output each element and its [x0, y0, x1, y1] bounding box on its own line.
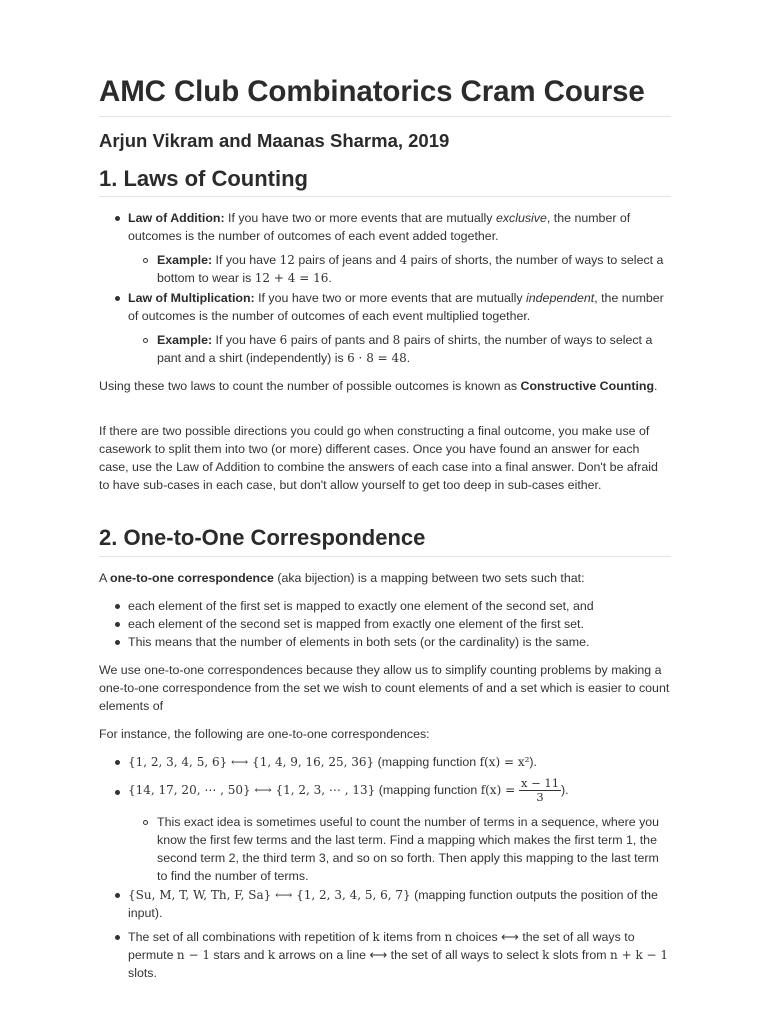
- math: {1, 2, 3, 4, 5, 6} ⟷ {1, 4, 9, 16, 25, 36}: [128, 755, 375, 769]
- casework-paragraph: If there are two possible directions you could go when constructing a final outcome, you make use of casework to split them into two (or more) different cases. Once you have found an answer for each case, use the Law of Addition to combine the answers of each case into a final answer. Don't be afraid to have sub-cases in each case, but don't allow yourself to get too deep in sub-cases either.: [99, 424, 658, 492]
- math: k: [267, 948, 276, 962]
- text: stars and: [209, 948, 268, 962]
- text: A: [99, 571, 111, 585]
- title-divider: [99, 116, 671, 117]
- math: k: [542, 948, 550, 962]
- math: n + k − 1: [610, 948, 669, 962]
- bullet-marker: [115, 640, 120, 645]
- bijection-intro: [99, 569, 671, 587]
- list-item: each element of the first set is mapped to exactly one element of the second set, and: [128, 599, 594, 613]
- math: 6 · 8 = 48: [347, 351, 407, 365]
- list-item: This means that the number of elements in both sets (or the cardinality) is the same.: [128, 635, 590, 649]
- correspondence-arithmetic-sequence: [128, 776, 671, 804]
- term-bold: Constructive Counting: [520, 379, 655, 393]
- text: .: [654, 379, 658, 393]
- text: If you have: [212, 333, 280, 347]
- text: pairs of pants and: [287, 333, 393, 347]
- text: ).: [529, 755, 537, 769]
- math: 12: [279, 253, 295, 267]
- text: pairs of shirts, the number of ways to select a pant and a shirt (independently) is: [157, 333, 653, 365]
- fraction-denominator: 3: [536, 790, 544, 805]
- text: items from: [379, 930, 445, 944]
- bullet-marker: [115, 760, 120, 765]
- math: n: [444, 930, 453, 944]
- law-of-multiplication-item: [128, 289, 671, 325]
- math: 12 + 4 = 16: [254, 271, 329, 285]
- text: (aka bijection) is a mapping between two sets such that:: [273, 571, 585, 585]
- text: pairs of jeans and: [294, 253, 400, 267]
- math: n − 1: [176, 948, 210, 962]
- text: slots from: [549, 948, 611, 962]
- bullet-marker: [115, 935, 120, 940]
- text: (mapping function: [375, 783, 481, 797]
- sub-bullet-marker: [143, 338, 148, 343]
- bullet-marker: [115, 216, 120, 221]
- bullet-marker: [115, 790, 120, 795]
- sequence-tip: This exact idea is sometimes useful to count the number of terms in a sequence, where you know the first few terms and the last term. Find a mapping which makes the first term 1, the second term 2, the third term 3, and so on so forth. Then apply this mapping to the last term to find the number of terms.: [157, 815, 660, 883]
- text: (mapping function: [374, 755, 480, 769]
- section-1-divider: [99, 196, 671, 197]
- example-label: Example:: [157, 333, 213, 347]
- multiplication-example-item: [157, 331, 671, 367]
- law-of-addition-item: [128, 209, 671, 245]
- text: , the number of outcomes is the number of outcomes of each event added together.: [128, 211, 631, 243]
- math: f(x) =: [480, 783, 519, 797]
- addition-example-item: [157, 251, 671, 287]
- text: .: [406, 351, 411, 365]
- math: f(x) = x²: [479, 755, 530, 769]
- term-bold: one-to-one correspondence: [110, 571, 274, 585]
- text: ).: [561, 783, 569, 797]
- text: , the number of outcomes is the number of outcomes of each event multiplied together.: [128, 291, 664, 323]
- correspondence-stars-and-bars: [128, 928, 671, 982]
- bullet-marker: [115, 893, 120, 898]
- math: {14, 17, 20, ⋯ , 50} ⟷ {1, 2, 3, ⋯ , 13}: [128, 783, 376, 797]
- section-2-heading: 2. One-to-One Correspondence: [99, 525, 426, 550]
- section-2-divider: [99, 556, 671, 557]
- bullet-marker: [115, 622, 120, 627]
- text: If you have: [212, 253, 280, 267]
- text: pairs of shorts, the number of ways to select a bottom to wear is: [157, 253, 664, 285]
- text: (mapping function outputs the position of the input).: [128, 888, 658, 920]
- text: If you have two or more events that are mutually: [254, 291, 527, 305]
- emphasis: independent: [526, 291, 595, 305]
- law-of-multiplication-label: Law of Multiplication:: [128, 291, 255, 305]
- math: 4: [399, 253, 408, 267]
- section-1-heading: 1. Laws of Counting: [99, 166, 308, 191]
- fraction: [519, 777, 561, 804]
- bullet-marker: [115, 604, 120, 609]
- text: choices ⟷ the set of all ways to permute: [128, 930, 635, 962]
- examples-intro-paragraph: For instance, the following are one-to-one correspondences:: [99, 727, 430, 741]
- constructive-counting-paragraph: [99, 377, 671, 395]
- correspondence-weekdays: [128, 886, 671, 922]
- text: slots.: [128, 966, 157, 980]
- page-title: AMC Club Combinatorics Cram Course: [99, 75, 645, 108]
- text: If you have two or more events that are mutually: [224, 211, 496, 225]
- sub-bullet-marker: [143, 258, 148, 263]
- text: arrows on a line ⟷ the set of all ways to select: [275, 948, 543, 962]
- emphasis: exclusive: [495, 211, 547, 225]
- bullet-marker: [115, 296, 120, 301]
- sub-bullet-marker: [143, 820, 148, 825]
- math: 8: [392, 333, 401, 347]
- math: k: [372, 930, 380, 944]
- list-item: each element of the second set is mapped from exactly one element of the first set.: [128, 617, 584, 631]
- text: The set of all combinations with repetition of: [128, 930, 373, 944]
- fraction-numerator: x − 11: [520, 776, 560, 791]
- correspondence-squares: [128, 753, 671, 771]
- bijection-purpose-paragraph: We use one-to-one correspondences because they allow us to simplify counting problems by making a one-to-one correspondence from the set we wish to count elements of and a set which is easier to count elements of: [99, 663, 670, 713]
- authors-subtitle: Arjun Vikram and Maanas Sharma, 2019: [99, 130, 450, 151]
- text: .: [328, 271, 332, 285]
- law-of-addition-label: Law of Addition:: [128, 211, 225, 225]
- text: Using these two laws to count the number of possible outcomes is known as: [99, 379, 521, 393]
- math: {Su, M, T, W, Th, F, Sa} ⟷ {1, 2, 3, 4, 5, 6, 7}: [128, 888, 411, 902]
- example-label: Example:: [157, 253, 213, 267]
- math: 6: [279, 333, 288, 347]
